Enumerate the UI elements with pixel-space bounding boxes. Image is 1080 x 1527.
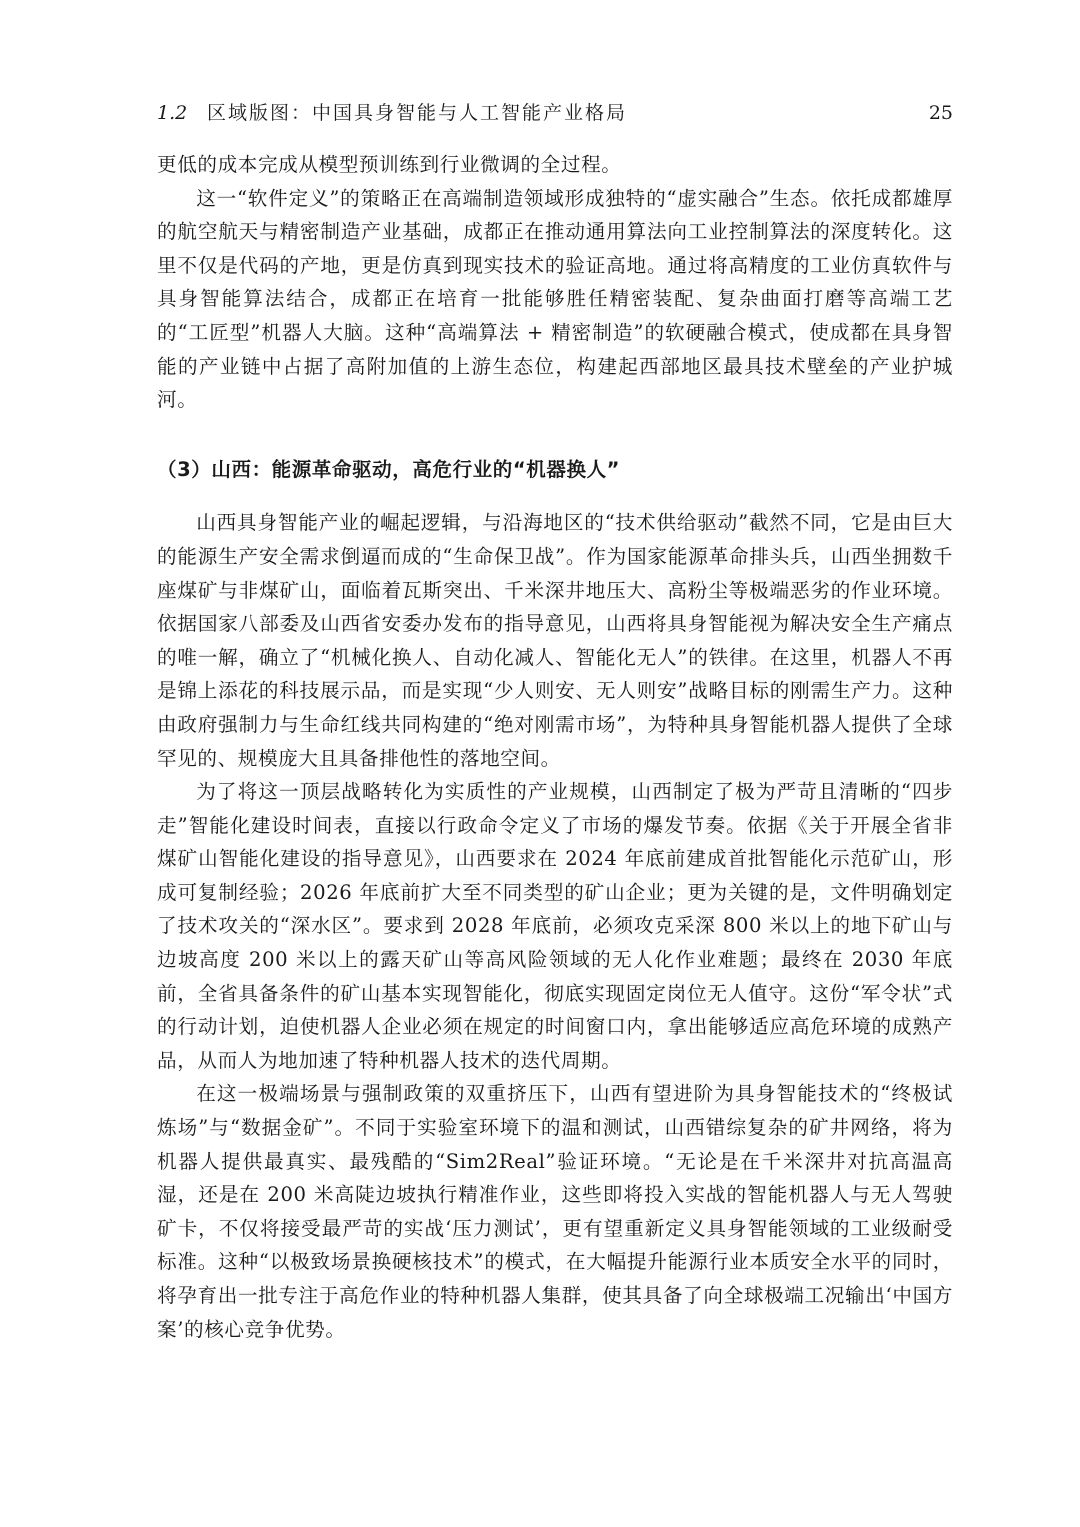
paragraph-shanxi-logic: 山西具身智能产业的崛起逻辑，与沿海地区的“技术供给驱动”截然不同，它是由巨大的能源生产安全需求倒逼而成的“生命保卫战”。作为国家能源革命排头兵，山西坐拥数千座煤矿与非煤矿山，面临着瓦斯突出、千米深井地压大、高粉尘等极端恶劣的作业环境。依据国家八部委及山西省安委办发布的指导意见，山西将具身智能视为解决安全生产痛点的唯一解，确立了“机械化换人、自动化减人、智能化无人”的铁律。在这里，机器人不再是锦上添花的科技展示品，而是实现“少人则安、无人则安”战略目标的刚需生产力。这种由政府强制力与生命红线共同构建的“绝对刚需市场”，为特种具身智能机器人提供了全球罕见的、规模庞大且具备排他性的落地空间。	[157, 511, 953, 770]
section-number: 1.2	[157, 102, 188, 124]
paragraph-shanxi-timeline: 为了将这一顶层战略转化为实质性的产业规模，山西制定了极为严苛且清晰的“四步走”智能化建设时间表，直接以行政命令定义了市场的爆发节奏。依据《关于开展全省非煤矿山智能化建设的指导意见》，山西要求在 2024 年底前建成首批智能化示范矿山，形成可复制经验；2026 年底前扩大至不同类型的矿山企业；更为关键的是，文件明确划定了技术攻关的“深水区”。要求到 2028 年底前，必须攻克采深 800 米以上的地下矿山与边坡高度 200 米以上的露天矿山等高风险领域的无人化作业难题；最终在 2030 年底前，全省具备条件的矿山基本实现智能化，彻底实现固定岗位无人值守。这份“军令状”式的行动计划，迫使机器人企业必须在规定的时间窗口内，拿出能够适应高危环境的成熟产品，从而人为地加速了特种机器人技术的迭代周期。	[157, 780, 953, 1072]
page-number: 25	[928, 102, 953, 124]
paragraph-continuation: 更低的成本完成从模型预训练到行业微调的全过程。	[157, 153, 622, 176]
section-title: 区域版图：中国具身智能与人工智能产业格局	[207, 102, 628, 124]
subsection-heading: （3）山西：能源革命驱动，高危行业的“机器换人”	[157, 457, 621, 481]
body-text	[157, 148, 953, 1346]
paragraph-chengdu-software: 这一“软件定义”的策略正在高端制造领域形成独特的“虚实融合”生态。依托成都雄厚的航空航天与精密制造产业基础，成都正在推动通用算法向工业控制算法的深度转化。这里不仅是代码的产地，更是仿真到现实技术的验证高地。通过将高精度的工业仿真软件与具身智能算法结合，成都正在培育一批能够胜任精密装配、复杂曲面打磨等高端工艺的“工匠型”机器人大脑。这种“高端算法 + 精密制造”的软硬融合模式，使成都在具身智能的产业链中占据了高附加值的上游生态位，构建起西部地区最具技术壁垒的产业护城河。	[157, 186, 953, 412]
running-header	[157, 98, 953, 128]
paragraph-shanxi-testing-ground: 在这一极端场景与强制政策的双重挤压下，山西有望进阶为具身智能技术的“终极试炼场”与“数据金矿”。不同于实验室环境下的温和测试，山西错综复杂的矿井网络，将为机器人提供最真实、最残酷的“Sim2Real”验证环境。“无论是在千米深井对抗高温高湿，还是在 200 米高陡边坡执行精准作业，这些即将投入实战的智能机器人与无人驾驶矿卡，不仅将接受最严苛的实战‘压力测试’，更有望重新定义具身智能领域的工业级耐受标准。这种“以极致场景换硬核技术”的模式，在大幅提升能源行业本质安全水平的同时，将孕育出一批专注于高危作业的特种机器人集群，使其具备了向全球极端工况输出‘中国方案’的核心竞争优势。	[157, 1082, 953, 1341]
